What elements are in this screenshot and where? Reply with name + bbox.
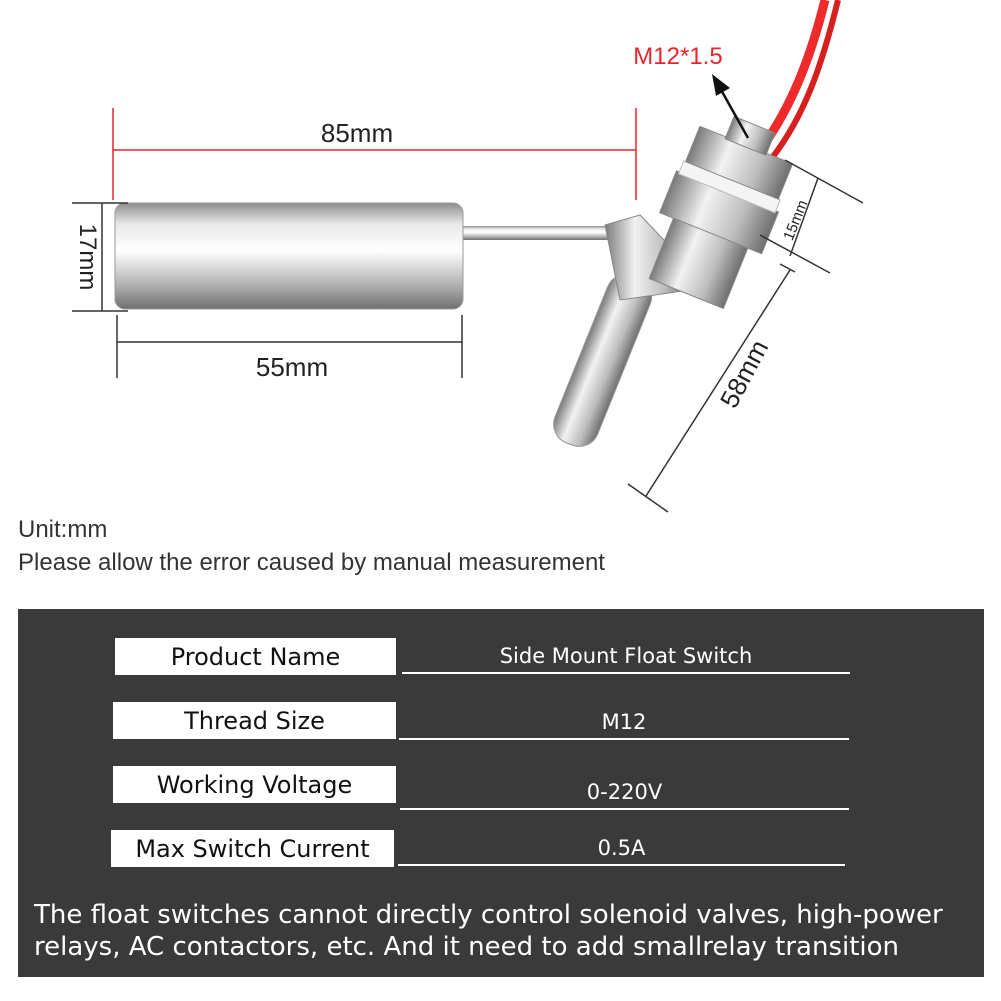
- rod: [460, 226, 620, 240]
- measurement-note: Please allow the error caused by manual measurement: [18, 549, 605, 576]
- spec-value-max-switch-current: 0.5A: [398, 832, 845, 866]
- thread-label: M12*1.5: [633, 43, 723, 70]
- warning-text: The float switches cannot directly control solenoid valves, high-power relays, AC contactors, etc. And it need to add smallrelay transition: [34, 900, 943, 962]
- nut-assembly: [635, 104, 805, 314]
- dimension-55mm-label: 55mm: [255, 352, 329, 382]
- float-cylinder: [115, 203, 463, 309]
- dimension-55mm: [117, 315, 462, 382]
- spec-label-max-switch-current: Max Switch Current: [111, 830, 394, 867]
- dimension-58mm-label: 58mm: [713, 334, 775, 413]
- spec-value-thread-size: M12: [399, 706, 849, 740]
- spec-value-working-voltage: 0-220V: [400, 776, 849, 810]
- dimension-15mm-label: 15mm: [780, 197, 812, 243]
- spec-value-product-name: Side Mount Float Switch: [402, 640, 850, 674]
- dimension-85mm-label: 85mm: [320, 118, 394, 148]
- spec-label-product-name: Product Name: [115, 638, 396, 675]
- dimension-85mm: [113, 108, 636, 200]
- spec-label-working-voltage: Working Voltage: [113, 766, 396, 803]
- dimension-17mm-label: 17mm: [74, 223, 101, 291]
- unit-note: Unit:mm: [18, 516, 108, 543]
- spec-panel: [18, 609, 984, 977]
- spec-label-thread-size: Thread Size: [113, 702, 396, 739]
